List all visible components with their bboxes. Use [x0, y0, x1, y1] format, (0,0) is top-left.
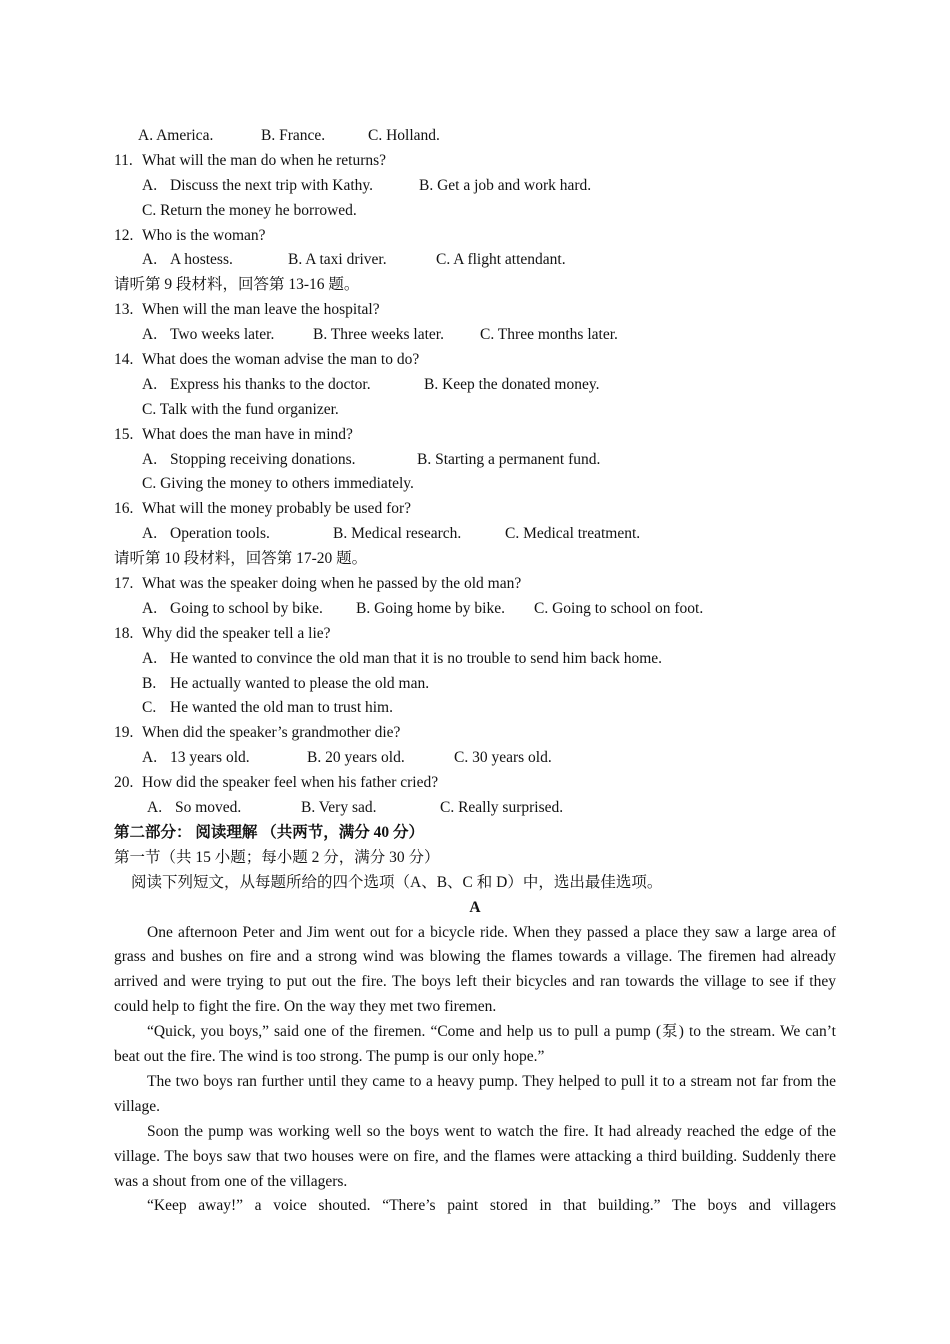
- q14-options-row-1: [114, 373, 836, 398]
- q16-options: [114, 522, 836, 547]
- option-label: B.: [142, 674, 157, 692]
- option-label: A.: [142, 525, 158, 543]
- option-label: A.: [142, 375, 158, 393]
- passage-paragraph: “Keep away!” a voice shouted. “There’s paint stored in that building.” The boys and villagers: [147, 1197, 836, 1215]
- option-label: C.: [142, 699, 157, 717]
- q10-option-c: C. Holland.: [368, 127, 440, 144]
- q18-option-a: He wanted to convince the old man that it is no trouble to send him back home.: [170, 649, 663, 667]
- question-12: [114, 224, 836, 249]
- q17-options: [114, 597, 836, 622]
- q11-option-a: Discuss the next trip with Kathy.: [170, 176, 374, 194]
- reading-instructions: 阅读下列短文，从每题所给的四个选项（A、B、C 和 D）中，选出最佳选项。: [131, 873, 663, 891]
- q11-option-b: B. Get a job and work hard.: [419, 176, 592, 194]
- q14-option-c: C. Talk with the fund organizer.: [142, 400, 339, 418]
- q11-options-row-1: [114, 174, 836, 199]
- page-content: [114, 124, 836, 1219]
- question-11: [114, 149, 836, 174]
- q13-option-b: B. Three weeks later.: [313, 326, 444, 344]
- q12-option-b: B. A taxi driver.: [288, 251, 387, 269]
- section-9-instruction: 请听第 9 段材料，回答第 13-16 题。: [114, 276, 360, 294]
- q18-option-a-row: [114, 647, 836, 672]
- question-number: 11.: [114, 151, 133, 169]
- q15-option-b: B. Starting a permanent fund.: [417, 450, 601, 468]
- question-text: Who is the woman?: [142, 226, 266, 244]
- q10-options: [114, 124, 836, 149]
- question-text: What was the speaker doing when he passed by the old man?: [142, 575, 522, 593]
- q17-option-c: C. Going to school on foot.: [534, 599, 704, 617]
- q20-option-c: C. Really surprised.: [440, 799, 564, 817]
- q16-option-b: B. Medical research.: [333, 525, 462, 543]
- q13-option-c: C. Three months later.: [480, 326, 618, 344]
- q14-option-a: Express his thanks to the doctor.: [170, 375, 371, 393]
- q19-option-b: B. 20 years old.: [307, 749, 405, 767]
- q16-option-a: Operation tools.: [170, 525, 270, 543]
- option-label: A.: [142, 649, 158, 667]
- option-label: A.: [142, 176, 158, 194]
- option-label: A.: [142, 326, 158, 344]
- q18-option-b: He actually wanted to please the old man.: [170, 674, 430, 692]
- q14-options-row-2: [114, 398, 836, 423]
- q20-option-a: So moved.: [175, 799, 242, 817]
- passage-paragraph: “Quick, you boys,” said one of the firemen. “Come and help us to pull a pump (泵) to the stream. We can’t beat out the fire. The wind is too strong. The pump is our only hope.”: [114, 1023, 836, 1066]
- q11-options-row-2: [114, 199, 836, 224]
- q20-option-b: B. Very sad.: [301, 799, 377, 817]
- section-1-title: 第一节（共 15 小题；每小题 2 分，满分 30 分）: [114, 848, 440, 866]
- question-13: [114, 298, 836, 323]
- question-number: 17.: [114, 575, 134, 593]
- q19-option-c: C. 30 years old.: [454, 749, 552, 767]
- question-number: 15.: [114, 425, 134, 443]
- question-text: What will the money probably be used for?: [142, 500, 412, 518]
- question-text: What will the man do when he returns?: [142, 151, 387, 169]
- question-number: 12.: [114, 226, 134, 244]
- question-text: Why did the speaker tell a lie?: [142, 624, 331, 642]
- option-label: A.: [147, 799, 163, 817]
- question-18: [114, 622, 836, 647]
- q18-option-b-row: [114, 672, 836, 697]
- passage-paragraph: One afternoon Peter and Jim went out for a bicycle ride. When they passed a place they saw a large area of grass and bushes on fire and a strong wind was blowing the flames towards a village. The firemen had already arrived and were trying to put out the fire. The boys left their bicycles and ran towards the village to see if they could help to fight the fire. On the way they met two firemen.: [114, 923, 836, 1016]
- question-number: 13.: [114, 301, 134, 319]
- passage-paragraph: The two boys ran further until they came to a heavy pump. They helped to pull it to a stream not far from the village.: [114, 1072, 836, 1115]
- q15-options-row-1: [114, 448, 836, 473]
- q15-options-row-2: [114, 472, 836, 497]
- q18-option-c-row: [114, 696, 836, 721]
- q18-option-c: He wanted the old man to trust him.: [170, 699, 393, 717]
- question-number: 19.: [114, 724, 134, 742]
- q19-option-a: 13 years old.: [170, 749, 250, 767]
- q14-option-b: B. Keep the donated money.: [424, 375, 600, 393]
- q16-option-c: C. Medical treatment.: [505, 525, 641, 543]
- question-text: What does the woman advise the man to do?: [142, 351, 420, 369]
- option-label: A.: [142, 251, 158, 269]
- question-15: [114, 423, 836, 448]
- question-number: 14.: [114, 351, 134, 369]
- q10-option-a: A. America.: [138, 127, 214, 144]
- question-text: What does the man have in mind?: [142, 425, 353, 443]
- question-16: [114, 497, 836, 522]
- question-20: [114, 771, 836, 796]
- section-10-instruction: 请听第 10 段材料，回答第 17-20 题。: [114, 550, 368, 568]
- option-label: A.: [142, 749, 158, 767]
- question-text: How did the speaker feel when his father cried?: [142, 774, 439, 792]
- q17-option-b: B. Going home by bike.: [356, 599, 505, 617]
- question-17: [114, 572, 836, 597]
- q12-options: [114, 248, 836, 273]
- question-19: [114, 721, 836, 746]
- q13-option-a: Two weeks later.: [170, 326, 275, 344]
- question-number: 16.: [114, 500, 134, 518]
- q17-option-a: Going to school by bike.: [170, 599, 323, 617]
- q10-option-b: B. France.: [261, 127, 326, 144]
- passage-label: A: [469, 898, 481, 916]
- option-label: A.: [142, 599, 158, 617]
- q15-option-a: Stopping receiving donations.: [170, 450, 356, 468]
- q15-option-c: C. Giving the money to others immediately.: [142, 475, 414, 493]
- q13-options: [114, 323, 836, 348]
- question-number: 20.: [114, 774, 134, 792]
- q12-option-a: A hostess.: [170, 251, 233, 269]
- q11-option-c: C. Return the money he borrowed.: [142, 201, 357, 219]
- question-text: When did the speaker’s grandmother die?: [142, 724, 401, 742]
- question-text: When will the man leave the hospital?: [142, 301, 380, 319]
- question-14: [114, 348, 836, 373]
- question-number: 18.: [114, 624, 134, 642]
- q19-options: [114, 746, 836, 771]
- q12-option-c: C. A flight attendant.: [436, 251, 566, 269]
- option-label: A.: [142, 450, 158, 468]
- q20-options: [114, 796, 836, 821]
- part-2-title: 第二部分： 阅读理解 （共两节，满分 40 分）: [114, 823, 425, 841]
- passage-paragraph: Soon the pump was working well so the boys went to watch the fire. It had already reached the edge of the village. The boys saw that two houses were on fire, and the flames were attacking a third building. Suddenly there was a shout from one of the villagers.: [114, 1122, 836, 1190]
